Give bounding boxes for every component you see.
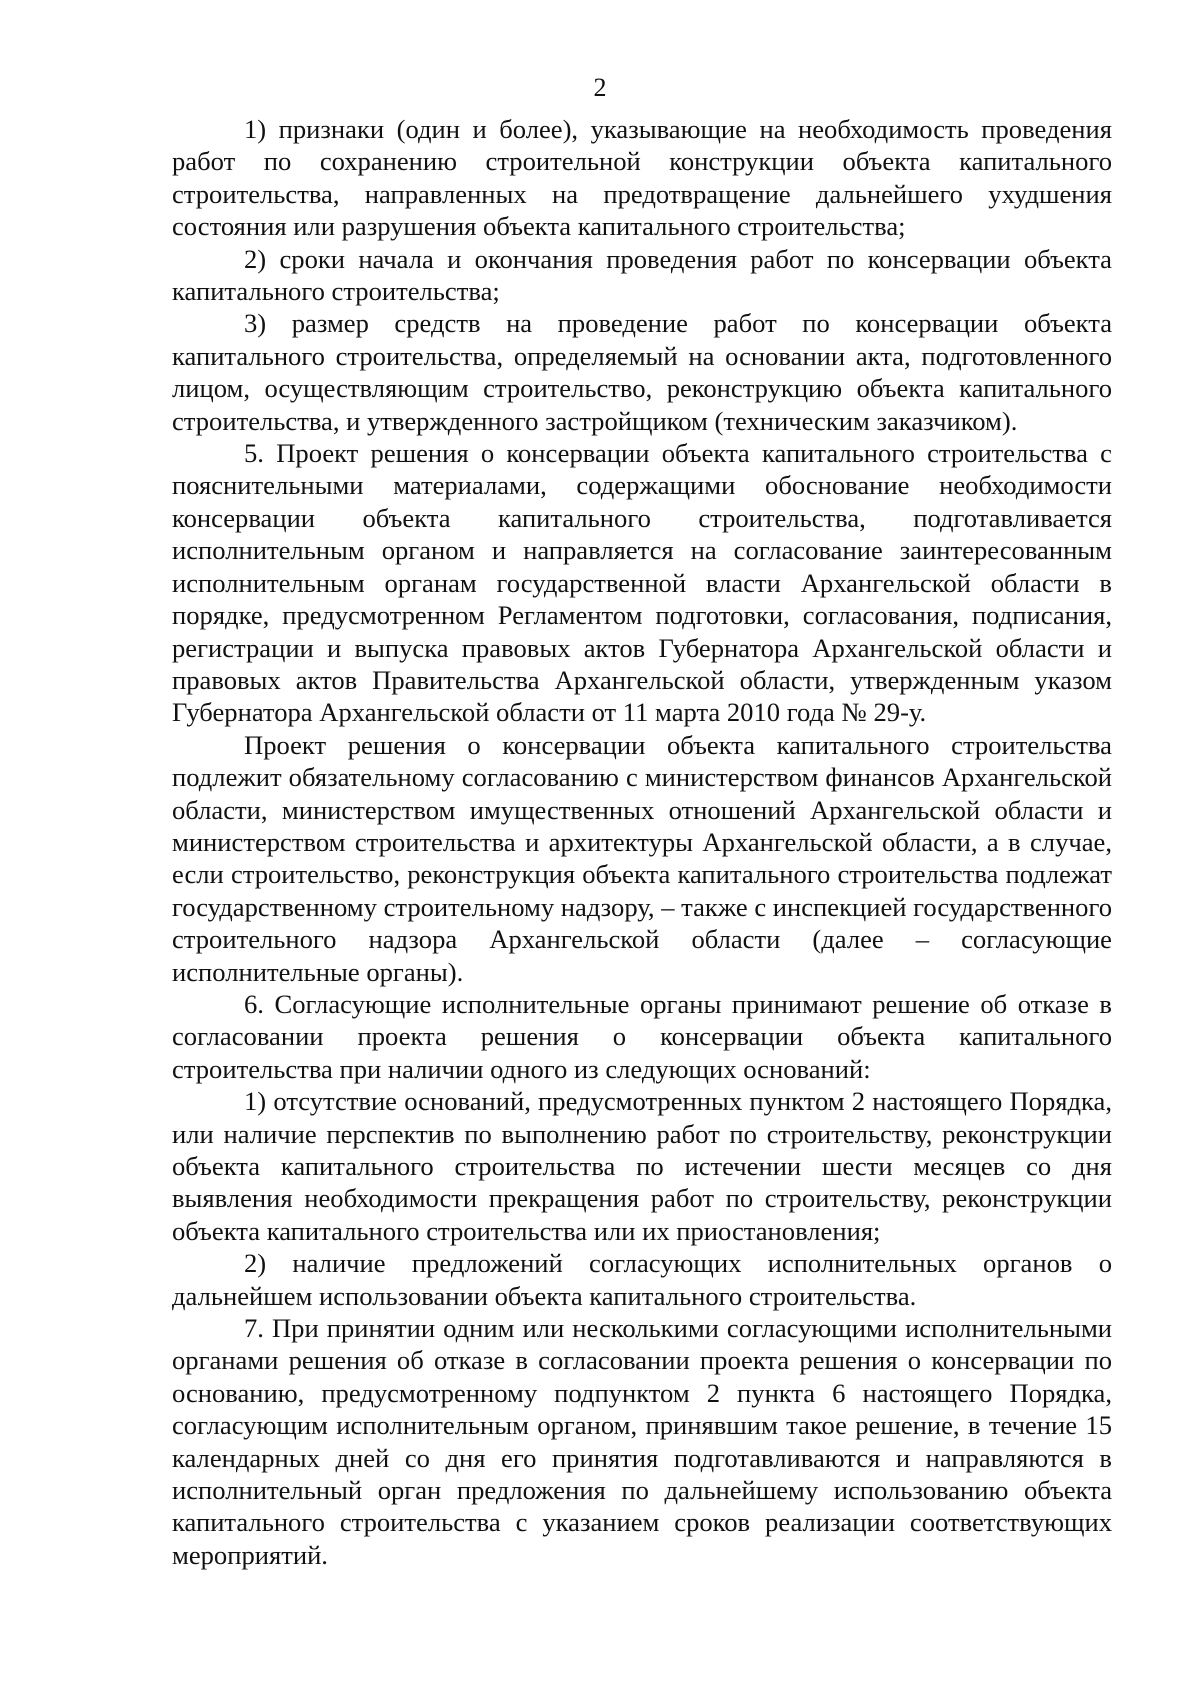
paragraph-item-5-approval: Проект решения о консервации объекта капитального строительства подлежит обязательному согласованию с министерством финансов Архангельской области, министерством имущественных отношений Архангельской области и министерством строительства и архитектуры Архангельской области, а в случае, если строительство, реконструкция объекта капитального строительства подлежат государственному строительному надзору, – также с инспекцией государственного строительного надзора Архангельской области (далее – согласующие исполнительные органы).	[172, 729, 1112, 987]
paragraph-subitem-3-funds: 3) размер средств на проведение работ по консервации объекта капитального строительства, определяемый на основании акта, подготовленного лицом, осуществляющим строительство, реконструкцию объекта капитального строительства, и утвержденного застройщиком (техническим заказчиком).	[172, 308, 1112, 436]
paragraph-subitem-2-dates: 2) сроки начала и окончания проведения работ по консервации объекта капитального строительства;	[172, 243, 1112, 307]
paragraph-item-6: 6. Согласующие исполнительные органы принимают решение об отказе в согласовании проекта решения о консервации объекта капитального строительства при наличии одного из следующих оснований:	[172, 988, 1112, 1084]
page-number: 2	[593, 73, 607, 102]
paragraph-subitem-1-signs: 1) признаки (один и более), указывающие на необходимость проведения работ по сохранению строительной конструкции объекта капитального строительства, направленных на предотвращение дальнейшего ухудшения состояния или разрушения объекта капитального строительства;	[172, 114, 1112, 242]
paragraph-item-7: 7. При принятии одним или несколькими согласующими исполнительными органами решения об отказе в согласовании проекта решения о консервации по основанию, предусмотренному подпунктом 2 пункта 6 настоящего Порядка, согласующим исполнительным органом, принявшим такое решение, в течение 15 календарных дней со дня его принятия подготавливаются и направляются в исполнительный орган предложения по дальнейшему использованию объекта капитального строительства с указанием сроков реализации соответствующих мероприятий.	[172, 1313, 1112, 1570]
paragraph-item-5: 5. Проект решения о консервации объекта капитального строительства с пояснительными материалами, содержащими обоснование необходимости консервации объекта капитального строительства, подготавливается исполнительным органом и направляется на согласование заинтересованным исполнительным органам государственной власти Архангельской области в порядке, предусмотренном Регламентом подготовки, согласования, подписания, регистрации и выпуска правовых актов Губернатора Архангельской области и правовых актов Правительства Архангельской области, утвержденным указом Губернатора Архангельской области от 11 марта 2010 года № 29-у.	[172, 438, 1112, 728]
paragraph-item-6-subitem-2: 2) наличие предложений согласующих исполнительных органов о дальнейшем использовании объекта капитального строительства.	[172, 1248, 1112, 1311]
document-body	[172, 113, 1112, 1571]
paragraph-item-6-subitem-1: 1) отсутствие оснований, предусмотренных пунктом 2 настоящего Порядка, или наличие перспектив по выполнению работ по строительству, реконструкции объекта капитального строительства по истечении шести месяцев со дня выявления необходимости прекращения работ по строительству, реконструкции объекта капитального строительства или их приостановления;	[172, 1086, 1112, 1246]
